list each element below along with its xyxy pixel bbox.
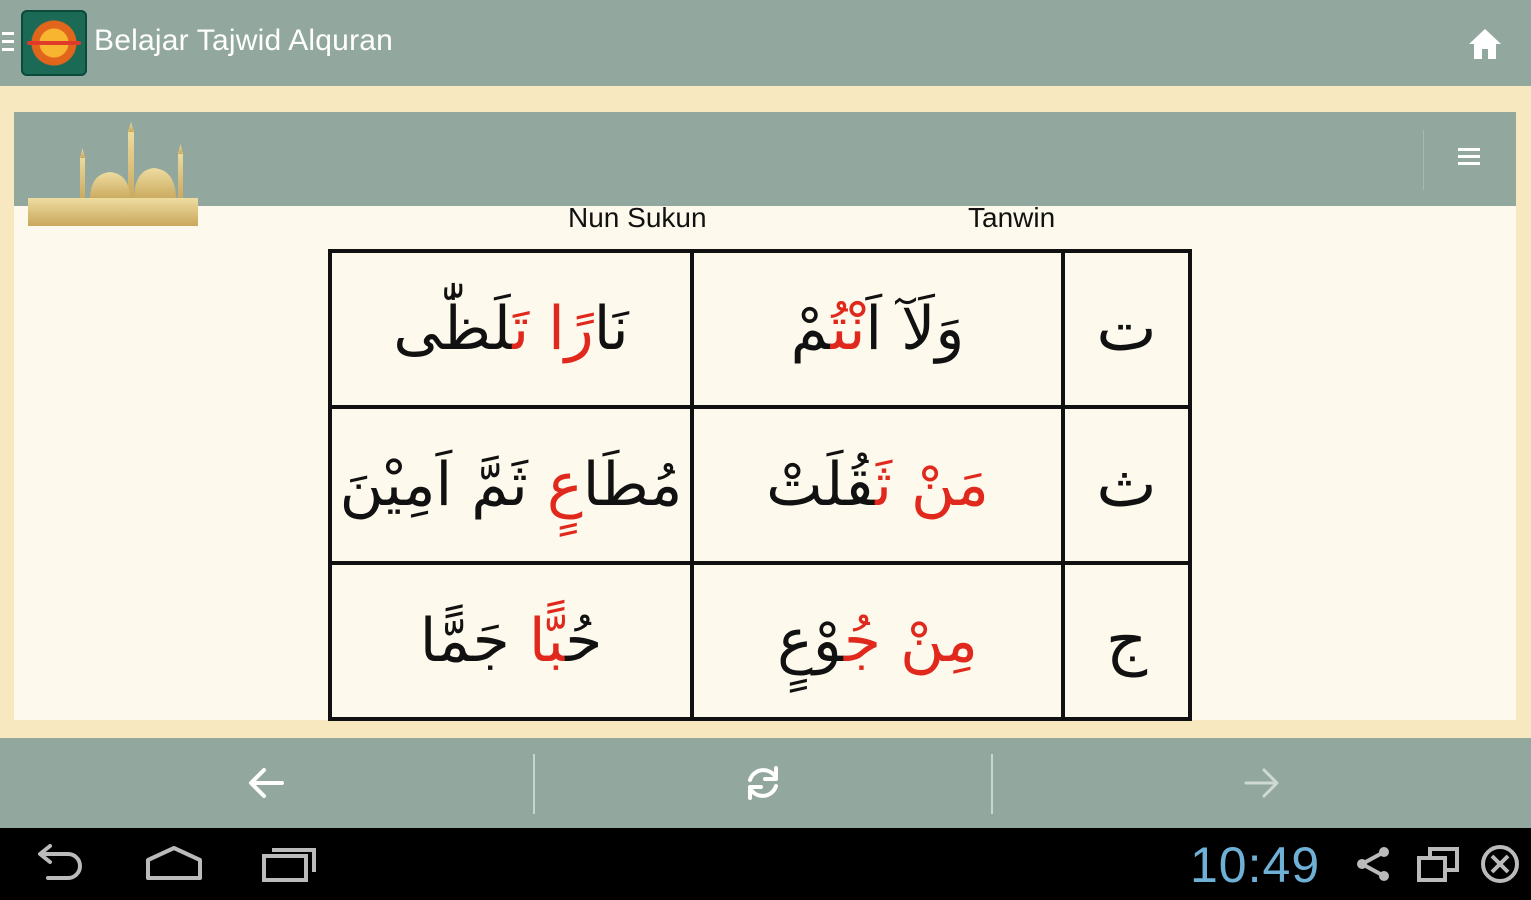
clock: 10:49 [1190,837,1321,893]
drawer-indicator-icon[interactable] [2,32,14,54]
close-icon[interactable] [1478,844,1522,884]
nun-text: وْعٍ [777,606,844,676]
nun-highlight: مِنْ جُ [843,606,978,676]
tanwin-text: نَا [593,294,629,364]
nun-highlight: مَنْ ثَ [875,450,989,520]
nun-text: مْ [790,294,831,364]
tanwin-text: حُ [565,606,603,676]
share-icon[interactable] [1354,844,1394,884]
tanwin-text: ثَمَّ اَمِيْنَ [339,450,547,520]
system-bar [0,828,1531,900]
home-button[interactable] [1467,27,1503,61]
letter-cell: ث [1063,407,1190,563]
tajwid-table [328,249,1192,721]
letter-cell: ج [1063,563,1190,719]
letter-cell: ت [1063,251,1190,407]
tanwin-text: مُطَا [582,450,683,520]
nun-sukun-example [692,563,1063,719]
mosque-icon [28,122,198,226]
bottom-nav-bar [0,738,1531,828]
lesson-panel [14,112,1516,720]
nun-sukun-example [692,251,1063,407]
app-title: Belajar Tajwid Alquran [94,24,394,57]
table-row [330,251,1190,407]
tanwin-example [330,563,692,719]
window-icon[interactable] [1416,844,1460,884]
nav-divider [991,754,993,814]
tanwin-highlight: رًا تَ [512,294,594,364]
nun-sukun-example [692,407,1063,563]
back-icon[interactable] [30,844,86,884]
home-nav-icon[interactable] [144,844,204,884]
tanwin-text: جَمًّا [419,606,529,676]
home-icon [1467,27,1503,61]
banner-divider [1423,130,1424,190]
tanwin-text: لَظّٰى [393,294,513,364]
nun-text: وَلَآ اَ [865,294,965,364]
tanwin-highlight: عٍ [546,450,583,520]
tanwin-highlight: بًّا [528,606,566,676]
nun-text: قُلَتْ [766,450,876,520]
arrow-left-icon [242,758,292,808]
header-nun-sukun: Nun Sukun [568,202,707,233]
action-bar [0,0,1531,86]
refresh-icon [738,758,788,808]
recent-apps-icon[interactable] [260,844,320,884]
menu-button[interactable] [1458,148,1480,168]
tanwin-example [330,251,692,407]
tanwin-example [330,407,692,563]
lesson-banner [14,112,1516,206]
content-area [0,86,1531,738]
next-button[interactable] [1236,758,1286,808]
prev-button[interactable] [242,758,292,808]
app-logo-icon[interactable] [21,10,87,76]
arrow-right-icon [1236,758,1286,808]
table-row [330,563,1190,719]
refresh-button[interactable] [738,758,788,808]
header-tanwin: Tanwin [968,202,1056,233]
nav-divider [533,754,535,814]
nun-highlight: نْتُ [830,294,866,364]
table-row [330,407,1190,563]
